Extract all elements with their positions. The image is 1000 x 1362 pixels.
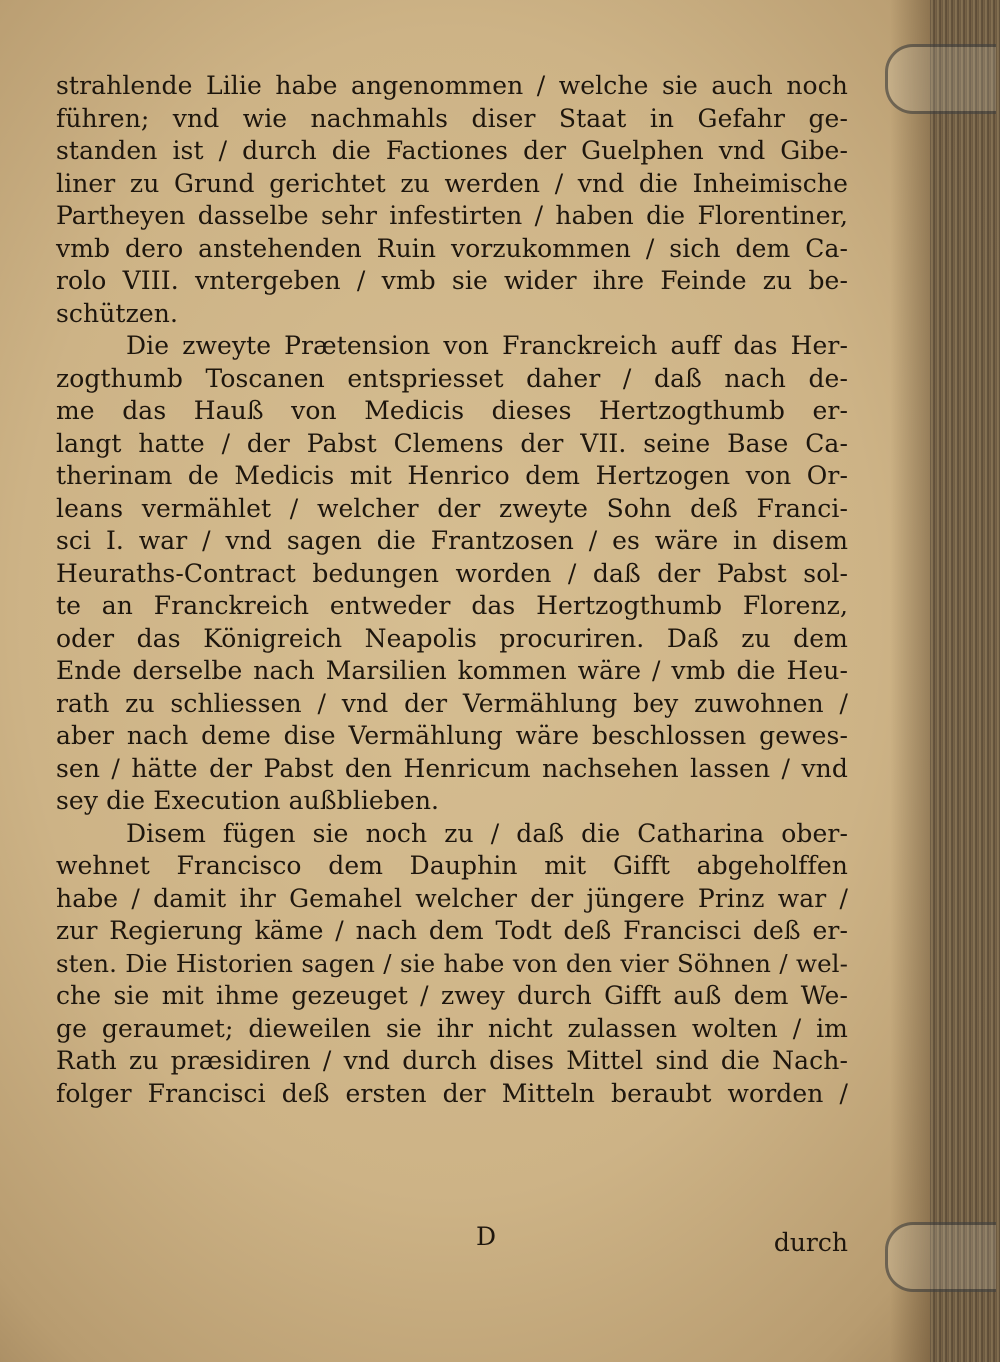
text-line: führen; vnd wie nachmahls diser Staat in Gefahr ge- [56,103,848,133]
catchword: durch [773,1228,848,1257]
text-line: Heuraths-Contract bedungen worden / daß der Pabst sol- [56,558,848,588]
signature-mark: D [476,1222,497,1251]
binder-clip-bottom [885,1222,996,1292]
text-line: strahlende Lilie habe angenommen / welche sie auch noch [56,71,848,100]
text-line: folger Francisci deß ersten der Mitteln beraubt worden / [56,1078,848,1108]
text-line: te an Franckreich entweder das Hertzogthumb Florenz, [56,591,848,620]
text-line: ge geraumet; dieweilen sie ihr nicht zulassen wolten / im [56,1013,848,1043]
text-line: habe / damit ihr Gemahel welcher der jüngere Prinz war / [56,883,848,913]
text-line: vmb dero anstehenden Ruin vorzukommen / sich dem Ca- [56,233,848,263]
text-line: aber nach deme dise Vermählung wäre beschlossen gewes- [56,721,848,750]
text-line: standen ist / durch die Factiones der Guelphen vnd Gibe- [56,136,848,165]
text-line: sen / hätte der Pabst den Henricum nachsehen lassen / vnd [56,753,848,783]
text-line: Rath zu præsidiren / vnd durch dises Mittel sind die Nach- [56,1046,848,1075]
page-edges [930,0,1000,1362]
text-line: me das Hauß von Medicis dieses Hertzogthumb er- [56,396,848,425]
text-line: rolo VIII. vntergeben / vmb sie wider ihre Feinde zu be- [56,266,848,295]
text-line: rath zu schliessen / vnd der Vermählung bey zuwohnen / [56,688,848,718]
gutter-shadow [890,0,930,1362]
text-line: liner zu Grund gerichtet zu werden / vnd die Inheimische [56,168,848,198]
text-line: langt hatte / der Pabst Clemens der VII. seine Base Ca- [56,428,848,458]
text-line: therinam de Medicis mit Henrico dem Hertzogen von Or- [56,461,848,490]
text-line: sci I. war / vnd sagen die Frantzosen / es wäre in disem [56,526,848,555]
paragraph-start-line: Disem fügen sie noch zu / daß die Catharina ober- [126,818,848,848]
text-line: sten. Die Historien sagen / sie habe von den vier Söhnen / wel- [56,948,848,978]
page-footer [56,1222,848,1262]
text-line: sey die Execution außblieben. [56,786,440,815]
text-line: schützen. [56,298,178,328]
body-text [56,70,848,1110]
paragraph-start-line: Die zweyte Prætension von Franckreich auff das Her- [126,331,848,360]
binder-clip-top [885,44,996,114]
text-line: Partheyen dasselbe sehr infestirten / haben die Florentiner, [56,201,848,230]
text-line: leans vermählet / welcher der zweyte Sohn deß Franci- [56,493,848,523]
text-line: oder das Königreich Neapolis procuriren. Daß zu dem [56,623,848,653]
text-line: che sie mit ihme gezeuget / zwey durch Gifft auß dem We- [56,981,848,1010]
text-line: Ende derselbe nach Marsilien kommen wäre / vmb die Heu- [56,656,848,685]
text-line: wehnet Francisco dem Dauphin mit Gifft abgeholffen [56,851,848,880]
text-line: zogthumb Toscanen entspriesset daher / daß nach de- [56,363,848,393]
text-line: zur Regierung käme / nach dem Todt deß Francisci deß er- [56,916,848,945]
